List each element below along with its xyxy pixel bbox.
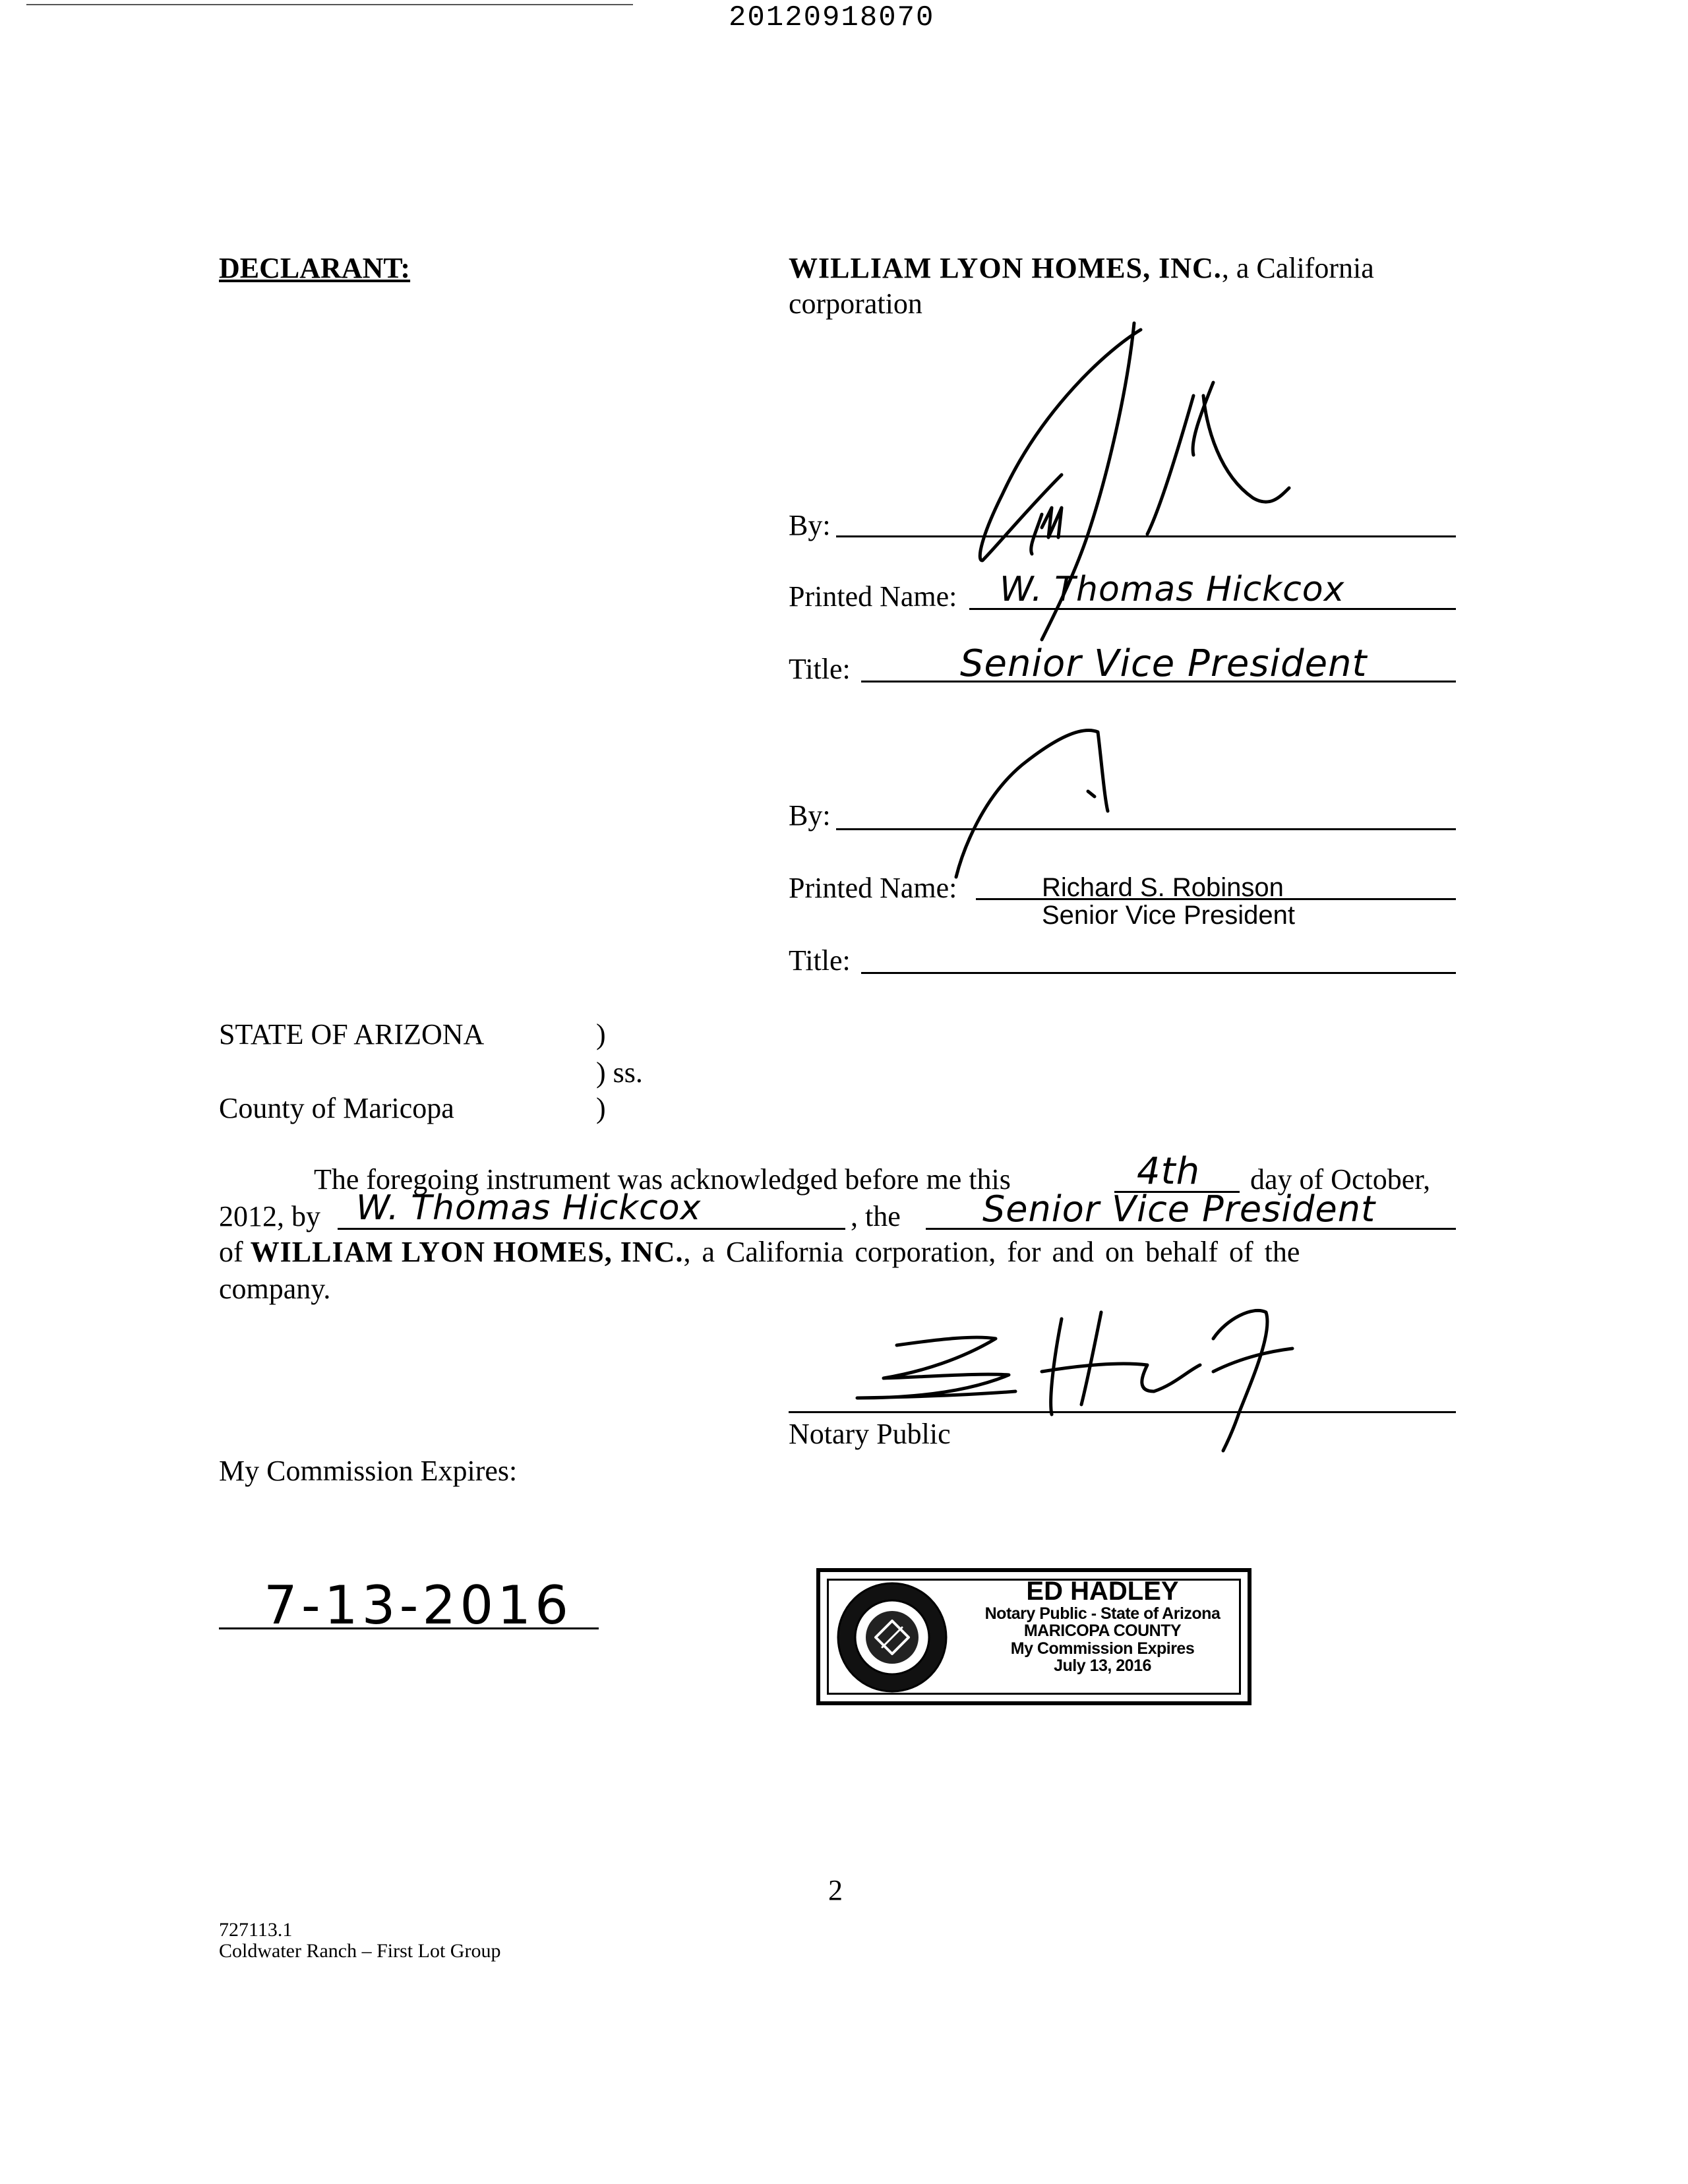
by-line-2: [836, 828, 1456, 830]
by-label-1: By:: [789, 509, 831, 541]
notary-public-label: Notary Public: [789, 1418, 951, 1450]
title-label-1: Title:: [789, 653, 851, 685]
printed-name-value-1: W. Thomas Hickcox: [1000, 570, 1345, 609]
ack-line1-end: day of October,: [1250, 1163, 1431, 1196]
title-value-1: Senior Vice President: [960, 642, 1368, 685]
stamp-line3: My Commission Expires: [1010, 1639, 1195, 1658]
footer-doc-id: 727113.1: [219, 1919, 293, 1941]
ack-name-value: W. Thomas Hickcox: [356, 1188, 702, 1228]
commission-label: My Commission Expires:: [219, 1455, 518, 1487]
venue-paren-2: ): [596, 1092, 606, 1124]
ack-day-value: 4th: [1137, 1150, 1201, 1193]
ack-line3-start: of: [219, 1236, 243, 1268]
printed-name-value-2: Richard S. Robinson: [1042, 873, 1284, 902]
printed-name-label-1: Printed Name:: [789, 580, 957, 613]
document-number: 20120918070: [729, 1, 935, 34]
stamp-line2: MARICOPA COUNTY: [1023, 1622, 1182, 1641]
state-seal-icon: [829, 1575, 955, 1700]
ack-name-line: [338, 1228, 845, 1230]
declarant-company-suffix: , a California: [1221, 252, 1374, 284]
by-label-2: By:: [789, 799, 831, 832]
declarant-company: [789, 252, 1456, 286]
declarant-label: DECLARANT:: [219, 252, 411, 284]
page-number: 2: [828, 1874, 843, 1906]
ack-line2-start: 2012, by: [219, 1200, 320, 1232]
ack-the-label: , the: [851, 1200, 901, 1232]
venue-state: STATE OF ARIZONA: [219, 1018, 485, 1050]
venue-paren-1: ): [596, 1018, 606, 1050]
ack-line3: [219, 1236, 1456, 1269]
stamp-notary-name: ED HADLEY: [1026, 1577, 1179, 1606]
declarant-company-name: WILLIAM LYON HOMES, INC.: [789, 252, 1222, 284]
declarant-company-line2: corporation: [789, 288, 922, 320]
ack-line3-company: WILLIAM LYON HOMES, INC.: [250, 1236, 684, 1268]
commission-value: 7-13-2016: [264, 1575, 573, 1636]
ack-line3-end: , a California corporation, for and on behalf of the: [683, 1236, 1300, 1268]
ack-title-value: Senior Vice President: [982, 1188, 1376, 1230]
stamp-line4: July 13, 2016: [1054, 1656, 1151, 1675]
printed-title-value-2: Senior Vice President: [1042, 901, 1295, 930]
notary-stamp-text: [971, 1577, 1234, 1674]
footer-project: Coldwater Ranch – First Lot Group: [219, 1940, 501, 1962]
commission-line: [219, 1627, 599, 1629]
venue-ss: ) ss.: [596, 1056, 643, 1089]
title-label-2: Title:: [789, 944, 851, 977]
ack-line4: company.: [219, 1273, 331, 1305]
stamp-line1: Notary Public - State of Arizona: [984, 1604, 1221, 1623]
signature-robinson: [936, 719, 1134, 890]
printed-name-label-2: Printed Name:: [789, 872, 957, 904]
notary-stamp: [816, 1568, 1251, 1705]
venue-county: County of Maricopa: [219, 1092, 454, 1124]
top-scan-line: [26, 4, 633, 5]
ack-line1-start: The foregoing instrument was acknowledged before me this: [314, 1163, 1011, 1196]
title-line-2: [861, 972, 1456, 974]
notary-signature-line: [789, 1411, 1456, 1413]
